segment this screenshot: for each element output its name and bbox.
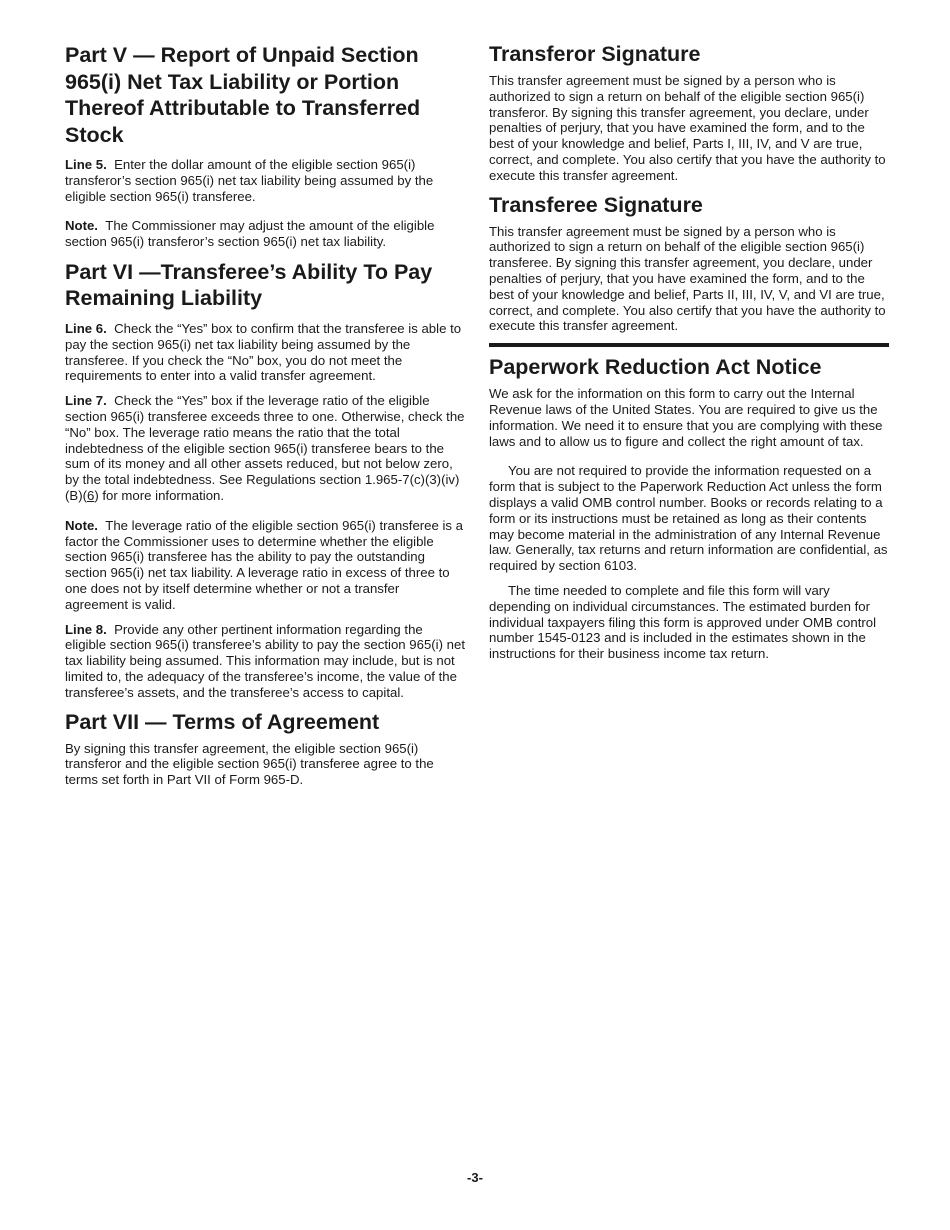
line-7-text-a: Check the “Yes” box if the leverage ratio of the eligible section 965(i) transferee exceeds three to one. Otherwise, check the “No” box. The leverage ratio means the ratio that the total indebtedness of the eligible section 965(i) transferee bears to the sum of its money and all other assets reduced, but not below zero, by the total indebtedness. See Regulations section 1.965-7(c)(3)(iv)(B)( <box>65 393 465 503</box>
line-5-label: Line 5. <box>65 157 107 172</box>
part-vii-section <box>65 710 465 788</box>
page-number: -3- <box>467 1170 483 1185</box>
line-5-text: Enter the dollar amount of the eligible section 965(i) transferor’s section 965(i) net tax liability being assumed by the eligible section 965(i) transferee. <box>65 157 434 204</box>
part-vi-heading: Part VI —Transferee’s Ability To Pay Remaining Liability <box>65 259 433 311</box>
line-8-label: Line 8. <box>65 621 107 637</box>
note-label: Note. <box>65 218 98 234</box>
line-5-paragraph <box>65 157 465 204</box>
part-v-section <box>65 42 465 250</box>
transferee-signature-section <box>489 193 889 335</box>
paperwork-paragraph-3: The time needed to complete and file this form will vary depending on individual circumstances. The estimated burden for individual taxpayers filing this form is approved under OMB control number 1545-0123 and is included in the estimates shown in the instructions for their business income tax return. <box>489 582 877 662</box>
note-label: Note. <box>65 517 98 533</box>
part-v-note <box>65 218 465 250</box>
line-7-paragraph <box>65 393 465 504</box>
transferee-signature-text: This transfer agreement must be signed by a person who is authorized to sign a return on behalf of the eligible section 965(i) transferee. By signing this transfer agreement, you declare, under penalties of perjury, that you have examined the form, and to the best of your knowledge and belief, Parts II, III, IV, V, and VI are true, correct, and complete. You also certify that you have the authority to execute this transfer agreement. <box>489 223 886 334</box>
note-text: The Commissioner may adjust the amount of the eligible section 965(i) transferor’s section 965(i) net tax liability. <box>65 218 435 250</box>
paperwork-reduction-heading: Paperwork Reduction Act Notice <box>489 355 822 380</box>
line-7-text-b: ) for more information. <box>94 487 225 503</box>
section-divider <box>489 343 889 347</box>
part-vi-section <box>65 259 465 701</box>
right-column <box>489 42 889 671</box>
transferor-signature-heading: Transferor Signature <box>489 42 701 66</box>
left-column <box>65 42 465 797</box>
line-6-paragraph <box>65 321 465 384</box>
note-text: The leverage ratio of the eligible section 965(i) transferee is a factor the Commissioner uses to determine whether the eligible section 965(i) transferee has the ability to pay the outstanding section 965(i) net tax liability. A leverage ratio in excess of three to one does not by itself determine whether or not a transfer agreement is valid. <box>65 517 464 612</box>
line-7-underlined: 6 <box>86 487 95 503</box>
line-6-text: Check the “Yes” box to confirm that the transferee is able to pay the section 965(i) net tax liability being assumed by the transferee. If you check the “No” box, you do not meet the requirements to enter into a valid transfer agreement. <box>65 320 462 384</box>
line-8-paragraph <box>65 622 465 701</box>
part-vii-text: By signing this transfer agreement, the eligible section 965(i) transferor and the eligible section 965(i) transferee agree to the terms set forth in Part VII of Form 965-D. <box>65 740 434 788</box>
line-6-label: Line 6. <box>65 320 107 336</box>
transferee-signature-heading: Transferee Signature <box>489 192 703 217</box>
transferor-signature-text: This transfer agreement must be signed by a person who is authorized to sign a return on behalf of the eligible section 965(i) transferor. By signing this transfer agreement, you declare, under penalties of perjury, that you have examined the form, and to the best of your knowledge and belief, Parts I, III, IV, and V are true, correct, and complete. You also certify that you have the authority to execute this transfer agreement. <box>489 73 886 183</box>
paperwork-reduction-section <box>489 355 889 662</box>
paperwork-paragraph-1: We ask for the information on this form to carry out the Internal Revenue laws of the United States. You are required to give us the information. We need it to ensure that you are complying with these laws and to allow us to figure and collect the right amount of tax. <box>489 386 883 449</box>
part-v-heading: Part V — Report of Unpaid Section 965(i) Net Tax Liability or Portion Thereof Attributable to Transferred Stock <box>65 43 421 147</box>
line-8-text: Provide any other pertinent information regarding the eligible section 965(i) transferee’s ability to pay the section 965(i) net tax liability being assumed. This information may include, but is not limited to, the adequacy of the transferee’s income, the value of the transferee’s assets, and the transferee’s access to capital. <box>65 621 465 700</box>
paperwork-paragraph-2: You are not required to provide the information requested on a form that is subject to the Paperwork Reduction Act unless the form displays a valid OMB control number. Books or records relating to a form or its instructions must be retained as long as their contents may become material in the administration of any Internal Revenue law. Generally, tax returns and return information are confidential, as required by section 6103. <box>489 463 888 574</box>
line-7-label: Line 7. <box>65 393 107 409</box>
part-vi-note <box>65 518 465 613</box>
part-vii-heading: Part VII — Terms of Agreement <box>65 709 380 734</box>
transferor-signature-section <box>489 42 889 184</box>
